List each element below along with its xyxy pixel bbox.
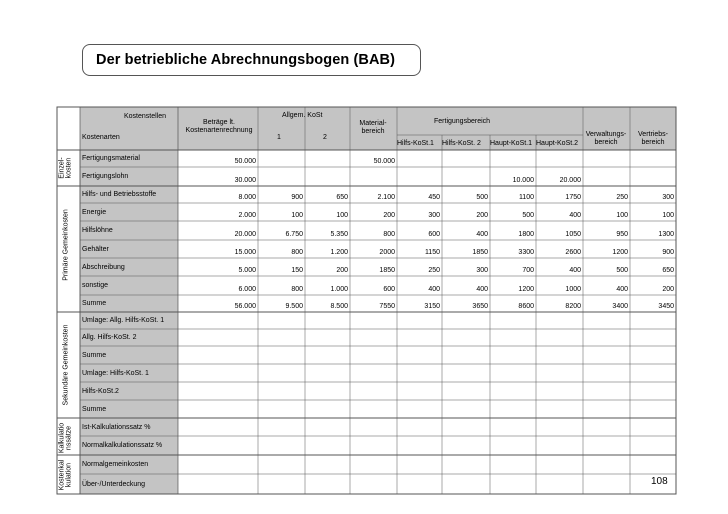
value-cell[interactable]: 3400 <box>612 303 628 310</box>
value-cell[interactable] <box>397 382 442 400</box>
header-vertrieb-line2: bereich <box>641 139 665 147</box>
value-cell[interactable] <box>305 150 350 167</box>
value-cell[interactable]: 400 <box>569 212 581 219</box>
header-material <box>350 120 396 136</box>
row-label: Über-/Unterdeckung <box>82 480 146 488</box>
value-cell[interactable]: 450 <box>428 194 440 201</box>
value-cell[interactable] <box>258 436 305 455</box>
value-cell[interactable]: 250 <box>616 194 628 201</box>
value-cell[interactable]: 800 <box>291 249 303 256</box>
value-cell[interactable] <box>630 167 676 186</box>
value-cell[interactable] <box>583 150 630 167</box>
value-cell[interactable]: 1200 <box>518 286 534 293</box>
header-haupt1: Haupt-KoSt.1 <box>490 140 533 147</box>
value-cell[interactable] <box>442 382 490 400</box>
page-number: 108 <box>651 476 668 487</box>
value-cell[interactable] <box>397 312 442 329</box>
value-cell[interactable] <box>490 455 536 474</box>
value-cell[interactable] <box>536 474 583 494</box>
value-cell[interactable]: 5.350 <box>330 231 348 238</box>
row-label: Energie <box>82 208 107 216</box>
value-cell[interactable] <box>178 436 258 455</box>
corner-cell <box>57 107 80 150</box>
value-cell[interactable]: 100 <box>336 212 348 219</box>
row-label: Ist-Kalkulationssatz % <box>82 423 151 431</box>
value-cell[interactable]: 800 <box>383 231 395 238</box>
value-cell[interactable] <box>490 436 536 455</box>
value-cell[interactable] <box>442 418 490 436</box>
value-cell[interactable] <box>536 418 583 436</box>
value-cell[interactable] <box>305 474 350 494</box>
value-cell[interactable]: 200 <box>383 212 395 219</box>
value-cell[interactable]: 1000 <box>565 286 581 293</box>
value-cell[interactable] <box>178 382 258 400</box>
value-cell[interactable] <box>397 474 442 494</box>
row-label: Allg. Hilfs-KoSt. 2 <box>82 334 137 341</box>
value-cell[interactable]: 400 <box>569 267 581 274</box>
section-kostenkalkulation-line2: kulation <box>66 462 73 488</box>
value-cell[interactable] <box>397 167 442 186</box>
section-sekundaere-gemeinkosten: Sekundäre Gemeinkosten <box>62 324 70 406</box>
value-cell[interactable] <box>178 312 258 329</box>
value-cell[interactable] <box>442 364 490 382</box>
value-cell[interactable]: 5.000 <box>238 267 256 274</box>
value-cell[interactable]: 2.000 <box>238 212 256 219</box>
value-cell[interactable] <box>350 364 397 382</box>
value-cell[interactable] <box>178 346 258 364</box>
value-cell[interactable]: 56.000 <box>234 303 256 310</box>
header-allgem-1: 1 <box>277 134 281 141</box>
value-cell[interactable] <box>630 346 676 364</box>
value-cell[interactable] <box>350 329 397 346</box>
value-cell[interactable]: 900 <box>291 194 303 201</box>
value-cell[interactable] <box>258 364 305 382</box>
value-cell[interactable] <box>350 455 397 474</box>
value-cell[interactable]: 8.500 <box>330 303 348 310</box>
value-cell[interactable] <box>305 455 350 474</box>
value-cell[interactable] <box>442 329 490 346</box>
row-label: Hilfs-KoSt.2 <box>82 387 119 395</box>
value-cell[interactable] <box>305 382 350 400</box>
value-cell[interactable] <box>630 364 676 382</box>
value-cell[interactable] <box>490 312 536 329</box>
row-label: Fertigungsmaterial <box>82 155 140 162</box>
value-cell[interactable] <box>350 382 397 400</box>
row-label: sonstige <box>82 282 109 289</box>
value-cell[interactable] <box>178 474 258 494</box>
section-einzelkosten-line1: Einzel- <box>58 157 66 179</box>
value-cell[interactable] <box>536 436 583 455</box>
value-cell[interactable] <box>397 364 442 382</box>
value-cell[interactable]: 950 <box>616 231 628 238</box>
value-cell[interactable]: 1200 <box>612 249 628 256</box>
value-cell[interactable] <box>536 329 583 346</box>
value-cell[interactable]: 250 <box>428 267 440 274</box>
value-cell[interactable]: 6.000 <box>238 286 256 293</box>
value-cell[interactable]: 100 <box>616 212 628 219</box>
value-cell[interactable]: 650 <box>336 194 348 201</box>
value-cell[interactable] <box>258 329 305 346</box>
value-cell[interactable]: 400 <box>476 231 488 238</box>
row-label: Umlage: Allg. Hilfs-KoSt. 1 <box>82 317 165 324</box>
value-cell[interactable]: 650 <box>662 267 674 274</box>
value-cell[interactable] <box>536 455 583 474</box>
section-kalkulationssaetze-line2: nssätze <box>66 425 73 451</box>
value-cell[interactable] <box>258 418 305 436</box>
value-cell[interactable] <box>442 167 490 186</box>
value-cell[interactable]: 150 <box>291 267 303 274</box>
value-cell[interactable] <box>630 312 676 329</box>
value-cell[interactable] <box>397 329 442 346</box>
value-cell[interactable]: 7550 <box>379 303 395 310</box>
value-cell[interactable] <box>258 167 305 186</box>
section-kalkulationssaetze <box>59 423 74 453</box>
header-allgem: Allgem. KoSt <box>282 112 323 119</box>
value-cell[interactable] <box>630 418 676 436</box>
row-label: Fertigungslohn <box>82 173 129 180</box>
value-cell[interactable]: 30.000 <box>234 177 256 184</box>
value-cell[interactable]: 8200 <box>565 303 581 310</box>
value-cell[interactable]: 3150 <box>424 303 440 310</box>
value-cell[interactable] <box>305 364 350 382</box>
value-cell[interactable] <box>397 455 442 474</box>
value-cell[interactable]: 200 <box>476 212 488 219</box>
value-cell[interactable] <box>258 382 305 400</box>
value-cell[interactable]: 9.500 <box>285 303 303 310</box>
value-cell[interactable]: 1150 <box>424 249 440 256</box>
value-cell[interactable] <box>583 329 630 346</box>
value-cell[interactable]: 600 <box>383 286 395 293</box>
value-cell[interactable] <box>442 150 490 167</box>
value-cell[interactable]: 900 <box>662 249 674 256</box>
value-cell[interactable] <box>490 329 536 346</box>
value-cell[interactable] <box>178 364 258 382</box>
value-cell[interactable] <box>583 400 630 418</box>
value-cell[interactable] <box>350 436 397 455</box>
value-cell[interactable] <box>258 455 305 474</box>
value-cell[interactable]: 2600 <box>565 249 581 256</box>
value-cell[interactable] <box>583 346 630 364</box>
header-vertrieb <box>630 131 676 147</box>
value-cell[interactable] <box>350 474 397 494</box>
value-cell[interactable] <box>397 436 442 455</box>
value-cell[interactable] <box>442 436 490 455</box>
value-cell[interactable] <box>583 312 630 329</box>
value-cell[interactable]: 2.100 <box>377 194 395 201</box>
value-cell[interactable]: 300 <box>662 194 674 201</box>
header-verwaltung-line1: Verwaltungs- <box>585 131 627 138</box>
row-label: Summe <box>82 351 107 359</box>
row-label: Summe <box>82 405 107 413</box>
value-cell[interactable]: 1300 <box>658 231 674 238</box>
row-label: Normalgemeinkosten <box>82 461 149 468</box>
header-betraege-line1: Beträge lt. <box>203 119 235 126</box>
value-cell[interactable] <box>583 382 630 400</box>
section-kostenkalkulation <box>59 460 74 491</box>
value-cell[interactable] <box>490 418 536 436</box>
value-cell[interactable]: 300 <box>428 212 440 219</box>
value-cell[interactable] <box>630 436 676 455</box>
value-cell[interactable]: 3450 <box>658 303 674 310</box>
value-cell[interactable]: 600 <box>428 231 440 238</box>
value-cell[interactable] <box>305 436 350 455</box>
value-cell[interactable]: 20.000 <box>559 177 581 184</box>
value-cell[interactable]: 400 <box>476 286 488 293</box>
value-cell[interactable] <box>397 150 442 167</box>
header-verwaltung-line2: bereich <box>594 139 618 147</box>
section-einzelkosten <box>59 157 74 178</box>
value-cell[interactable] <box>350 167 397 186</box>
header-fertigungsbereich: Fertigungsbereich <box>434 118 491 125</box>
header-betraege <box>180 119 258 135</box>
row-label: Abschreibung <box>82 263 125 271</box>
header-allgem-2: 2 <box>323 134 327 141</box>
value-cell[interactable]: 15.000 <box>234 249 256 256</box>
header-kostenarten: Kostenarten <box>82 134 120 141</box>
value-cell[interactable]: 2000 <box>379 249 395 256</box>
value-cell[interactable]: 1850 <box>472 249 488 256</box>
value-cell[interactable] <box>305 346 350 364</box>
value-cell[interactable] <box>490 400 536 418</box>
value-cell[interactable] <box>536 150 583 167</box>
value-cell[interactable]: 3300 <box>518 249 534 256</box>
value-cell[interactable] <box>178 455 258 474</box>
row-label: Gehälter <box>82 245 109 253</box>
value-cell[interactable]: 400 <box>616 286 628 293</box>
row-label: Normalkalkulationssatz % <box>82 442 163 449</box>
value-cell[interactable] <box>258 346 305 364</box>
value-cell[interactable] <box>350 400 397 418</box>
value-cell[interactable]: 50.000 <box>373 158 395 165</box>
value-cell[interactable] <box>583 474 630 494</box>
value-cell[interactable]: 10.000 <box>512 177 534 184</box>
value-cell[interactable] <box>305 418 350 436</box>
value-cell[interactable] <box>583 455 630 474</box>
value-cell[interactable] <box>305 167 350 186</box>
value-cell[interactable]: 1800 <box>518 231 534 238</box>
header-hilfs2: Hilfs-KoSt. 2 <box>442 140 481 147</box>
value-cell[interactable]: 1100 <box>518 194 534 201</box>
header-verwaltung <box>583 131 629 147</box>
value-cell[interactable] <box>583 364 630 382</box>
header-vertrieb-line1: Vertriebs- <box>638 131 668 138</box>
value-cell[interactable]: 800 <box>291 286 303 293</box>
value-cell[interactable] <box>536 346 583 364</box>
value-cell[interactable] <box>305 329 350 346</box>
value-cell[interactable]: 100 <box>291 212 303 219</box>
value-cell[interactable] <box>305 400 350 418</box>
value-cell[interactable] <box>178 400 258 418</box>
value-cell[interactable] <box>490 150 536 167</box>
header-betraege-line2: Kostenartenrechnung <box>185 127 253 135</box>
value-cell[interactable]: 6.750 <box>285 231 303 238</box>
value-cell[interactable] <box>350 312 397 329</box>
header-haupt2: Haupt-KoSt.2 <box>536 140 579 147</box>
value-cell[interactable]: 200 <box>662 286 674 293</box>
value-cell[interactable]: 500 <box>616 267 628 274</box>
value-cell[interactable] <box>630 382 676 400</box>
value-cell[interactable]: 700 <box>522 267 534 274</box>
section-einzelkosten-line2: kosten <box>66 157 73 179</box>
section-kostenkalkulation-line1: Kostenkal <box>58 459 66 491</box>
value-cell[interactable]: 100 <box>662 212 674 219</box>
value-cell[interactable] <box>397 418 442 436</box>
value-cell[interactable] <box>397 400 442 418</box>
value-cell[interactable] <box>258 312 305 329</box>
value-cell[interactable]: 1750 <box>565 194 581 201</box>
value-cell[interactable] <box>305 312 350 329</box>
value-cell[interactable] <box>442 474 490 494</box>
value-cell[interactable] <box>258 400 305 418</box>
value-cell[interactable] <box>630 150 676 167</box>
value-cell[interactable] <box>630 455 676 474</box>
value-cell[interactable] <box>490 346 536 364</box>
value-cell[interactable]: 3650 <box>472 303 488 310</box>
value-cell[interactable] <box>630 329 676 346</box>
value-cell[interactable] <box>490 474 536 494</box>
value-cell[interactable] <box>536 382 583 400</box>
value-cell[interactable]: 1850 <box>379 267 395 274</box>
header-material-line1: Material- <box>359 120 387 127</box>
value-cell[interactable] <box>536 400 583 418</box>
value-cell[interactable] <box>583 418 630 436</box>
value-cell[interactable] <box>442 312 490 329</box>
value-cell[interactable] <box>583 436 630 455</box>
value-cell[interactable] <box>397 346 442 364</box>
value-cell[interactable]: 300 <box>476 267 488 274</box>
header-material-line2: bereich <box>361 128 385 136</box>
value-cell[interactable]: 20.000 <box>234 231 256 238</box>
value-cell[interactable] <box>350 418 397 436</box>
value-cell[interactable]: 1050 <box>565 231 581 238</box>
value-cell[interactable] <box>178 329 258 346</box>
page-title-text: Der betriebliche Abrechnungsbogen (BAB) <box>96 52 396 68</box>
header-hilfs1: Hilfs-KoSt.1 <box>397 140 434 147</box>
section-primaere-gemeinkosten: Primäre Gemeinkosten <box>62 209 70 281</box>
value-cell[interactable] <box>490 364 536 382</box>
value-cell[interactable]: 200 <box>336 267 348 274</box>
value-cell[interactable] <box>583 167 630 186</box>
value-cell[interactable] <box>258 150 305 167</box>
value-cell[interactable] <box>490 382 536 400</box>
value-cell[interactable]: 8600 <box>518 303 534 310</box>
value-cell[interactable]: 500 <box>522 212 534 219</box>
value-cell[interactable] <box>536 364 583 382</box>
value-cell[interactable]: 1.000 <box>330 286 348 293</box>
value-cell[interactable] <box>442 346 490 364</box>
value-cell[interactable]: 500 <box>476 194 488 201</box>
section-kalkulationssaetze-line1: Kalkulatio <box>58 422 66 454</box>
value-cell[interactable]: 50.000 <box>234 158 256 165</box>
value-cell[interactable]: 400 <box>428 286 440 293</box>
header-kostenstellen: Kostenstellen <box>124 113 167 120</box>
value-cell[interactable]: 8.000 <box>238 194 256 201</box>
value-cell[interactable] <box>442 400 490 418</box>
value-cell[interactable] <box>178 418 258 436</box>
value-cell[interactable] <box>536 312 583 329</box>
value-cell[interactable] <box>442 455 490 474</box>
row-label: Umlage: Hilfs-KoSt. 1 <box>82 369 149 377</box>
row-label: Hilfs- und Betriebsstoffe <box>82 191 157 198</box>
row-label: Hilfslöhne <box>82 227 113 234</box>
value-cell[interactable] <box>258 474 305 494</box>
value-cell[interactable]: 1.200 <box>330 249 348 256</box>
value-cell[interactable] <box>350 346 397 364</box>
value-cell[interactable] <box>630 400 676 418</box>
row-label: Summe <box>82 300 107 307</box>
